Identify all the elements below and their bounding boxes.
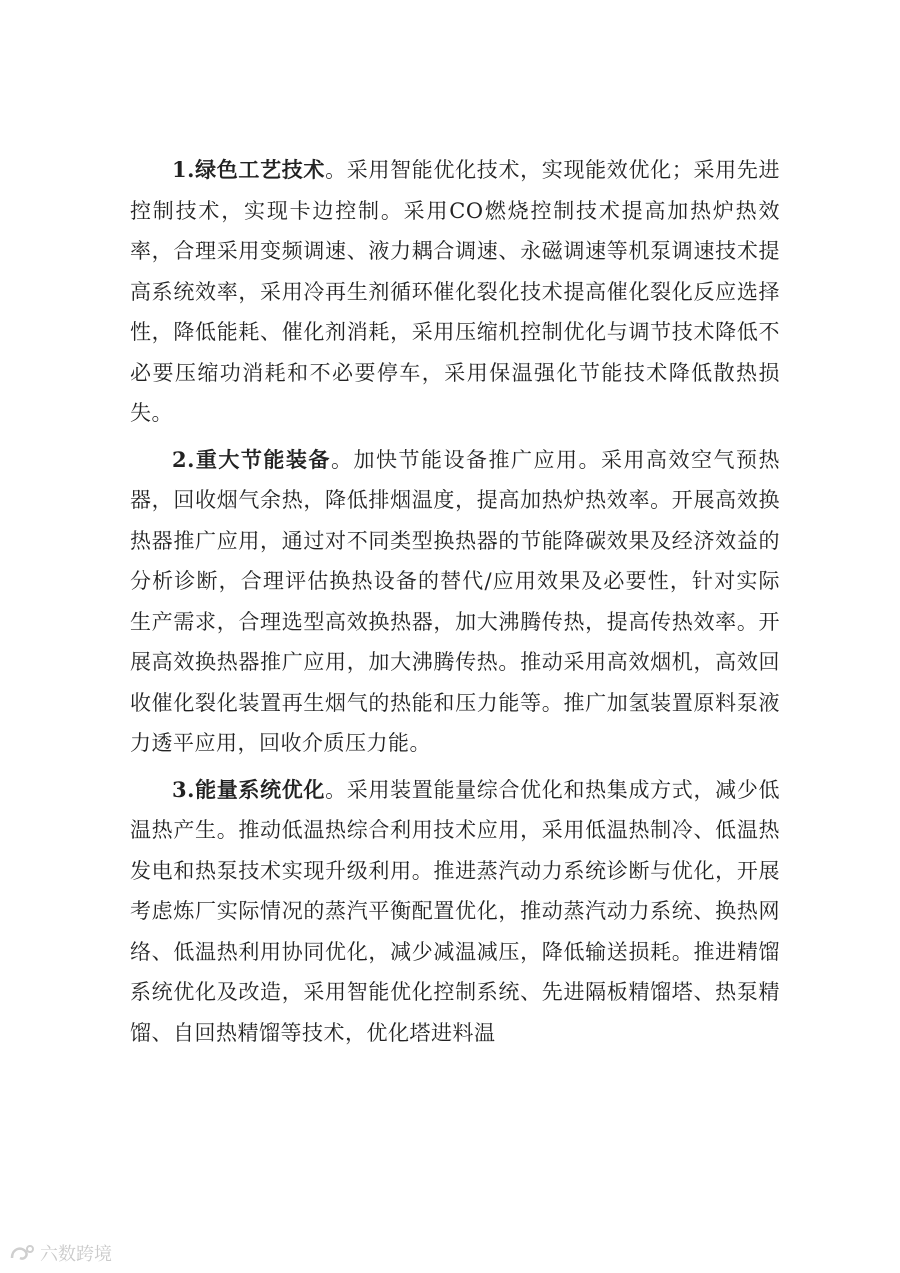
paragraph-heading: 2.重大节能装备 [172,446,331,472]
paragraph-body: 。采用智能优化技术，实现能效优化；采用先进控制技术，实现卡边控制。采用CO燃烧控制技术提高加热炉热效率，合理采用变频调速、液力耦合调速、永磁调速等机泵调速技术提高系统效率，采用冷再生剂循环催化裂化技术提高催化裂化反应选择性，降低能耗、催化剂消耗，采用压缩机控制优化与调节技术降低不必要压缩功消耗和不必要停车，采用保温强化节能技术降低散热损失。 [130,158,780,425]
paragraph-green-process [130,150,780,434]
paragraph-heading: 1.绿色工艺技术 [172,157,326,182]
paragraph-body: 。采用装置能量综合优化和热集成方式，减少低温热产生。推动低温热综合利用技术应用，采用低温热制冷、低温热发电和热泵技术实现升级利用。推进蒸汽动力系统诊断与优化，开展考虑炼厂实际情况的蒸汽平衡配置优化，推动蒸汽动力系统、换热网络、低温热利用协同优化，减少减温减压，降低输送损耗。推进精馏系统优化及改造，采用智能优化控制系统、先进隔板精馏塔、热泵精馏、自回热精馏等技术，优化塔进料温 [130,777,780,1045]
watermark-text: 六数跨境 [40,1244,112,1265]
watermark [8,1240,112,1266]
paragraph-energy-system [130,770,780,1054]
document-page [130,150,780,1059]
brand-logo-icon [8,1242,36,1264]
paragraph-energy-equipment [130,440,780,764]
paragraph-heading: 3.能量系统优化 [172,776,326,802]
paragraph-body: 。加快节能设备推广应用。采用高效空气预热器，回收烟气余热，降低排烟温度，提高加热炉热效率。开展高效换热器推广应用，通过对不同类型换热器的节能降碳效果及经济效益的分析诊断，合理评估换热设备的替代/应用效果及必要性，针对实际生产需求，合理选型高效换热器，加大沸腾传热，提高传热效率。开展高效换热器推广应用，加大沸腾传热。推动采用高效烟机，高效回收催化裂化装置再生烟气的热能和压力能等。推广加氢装置原料泵液力透平应用，回收介质压力能。 [130,447,780,755]
